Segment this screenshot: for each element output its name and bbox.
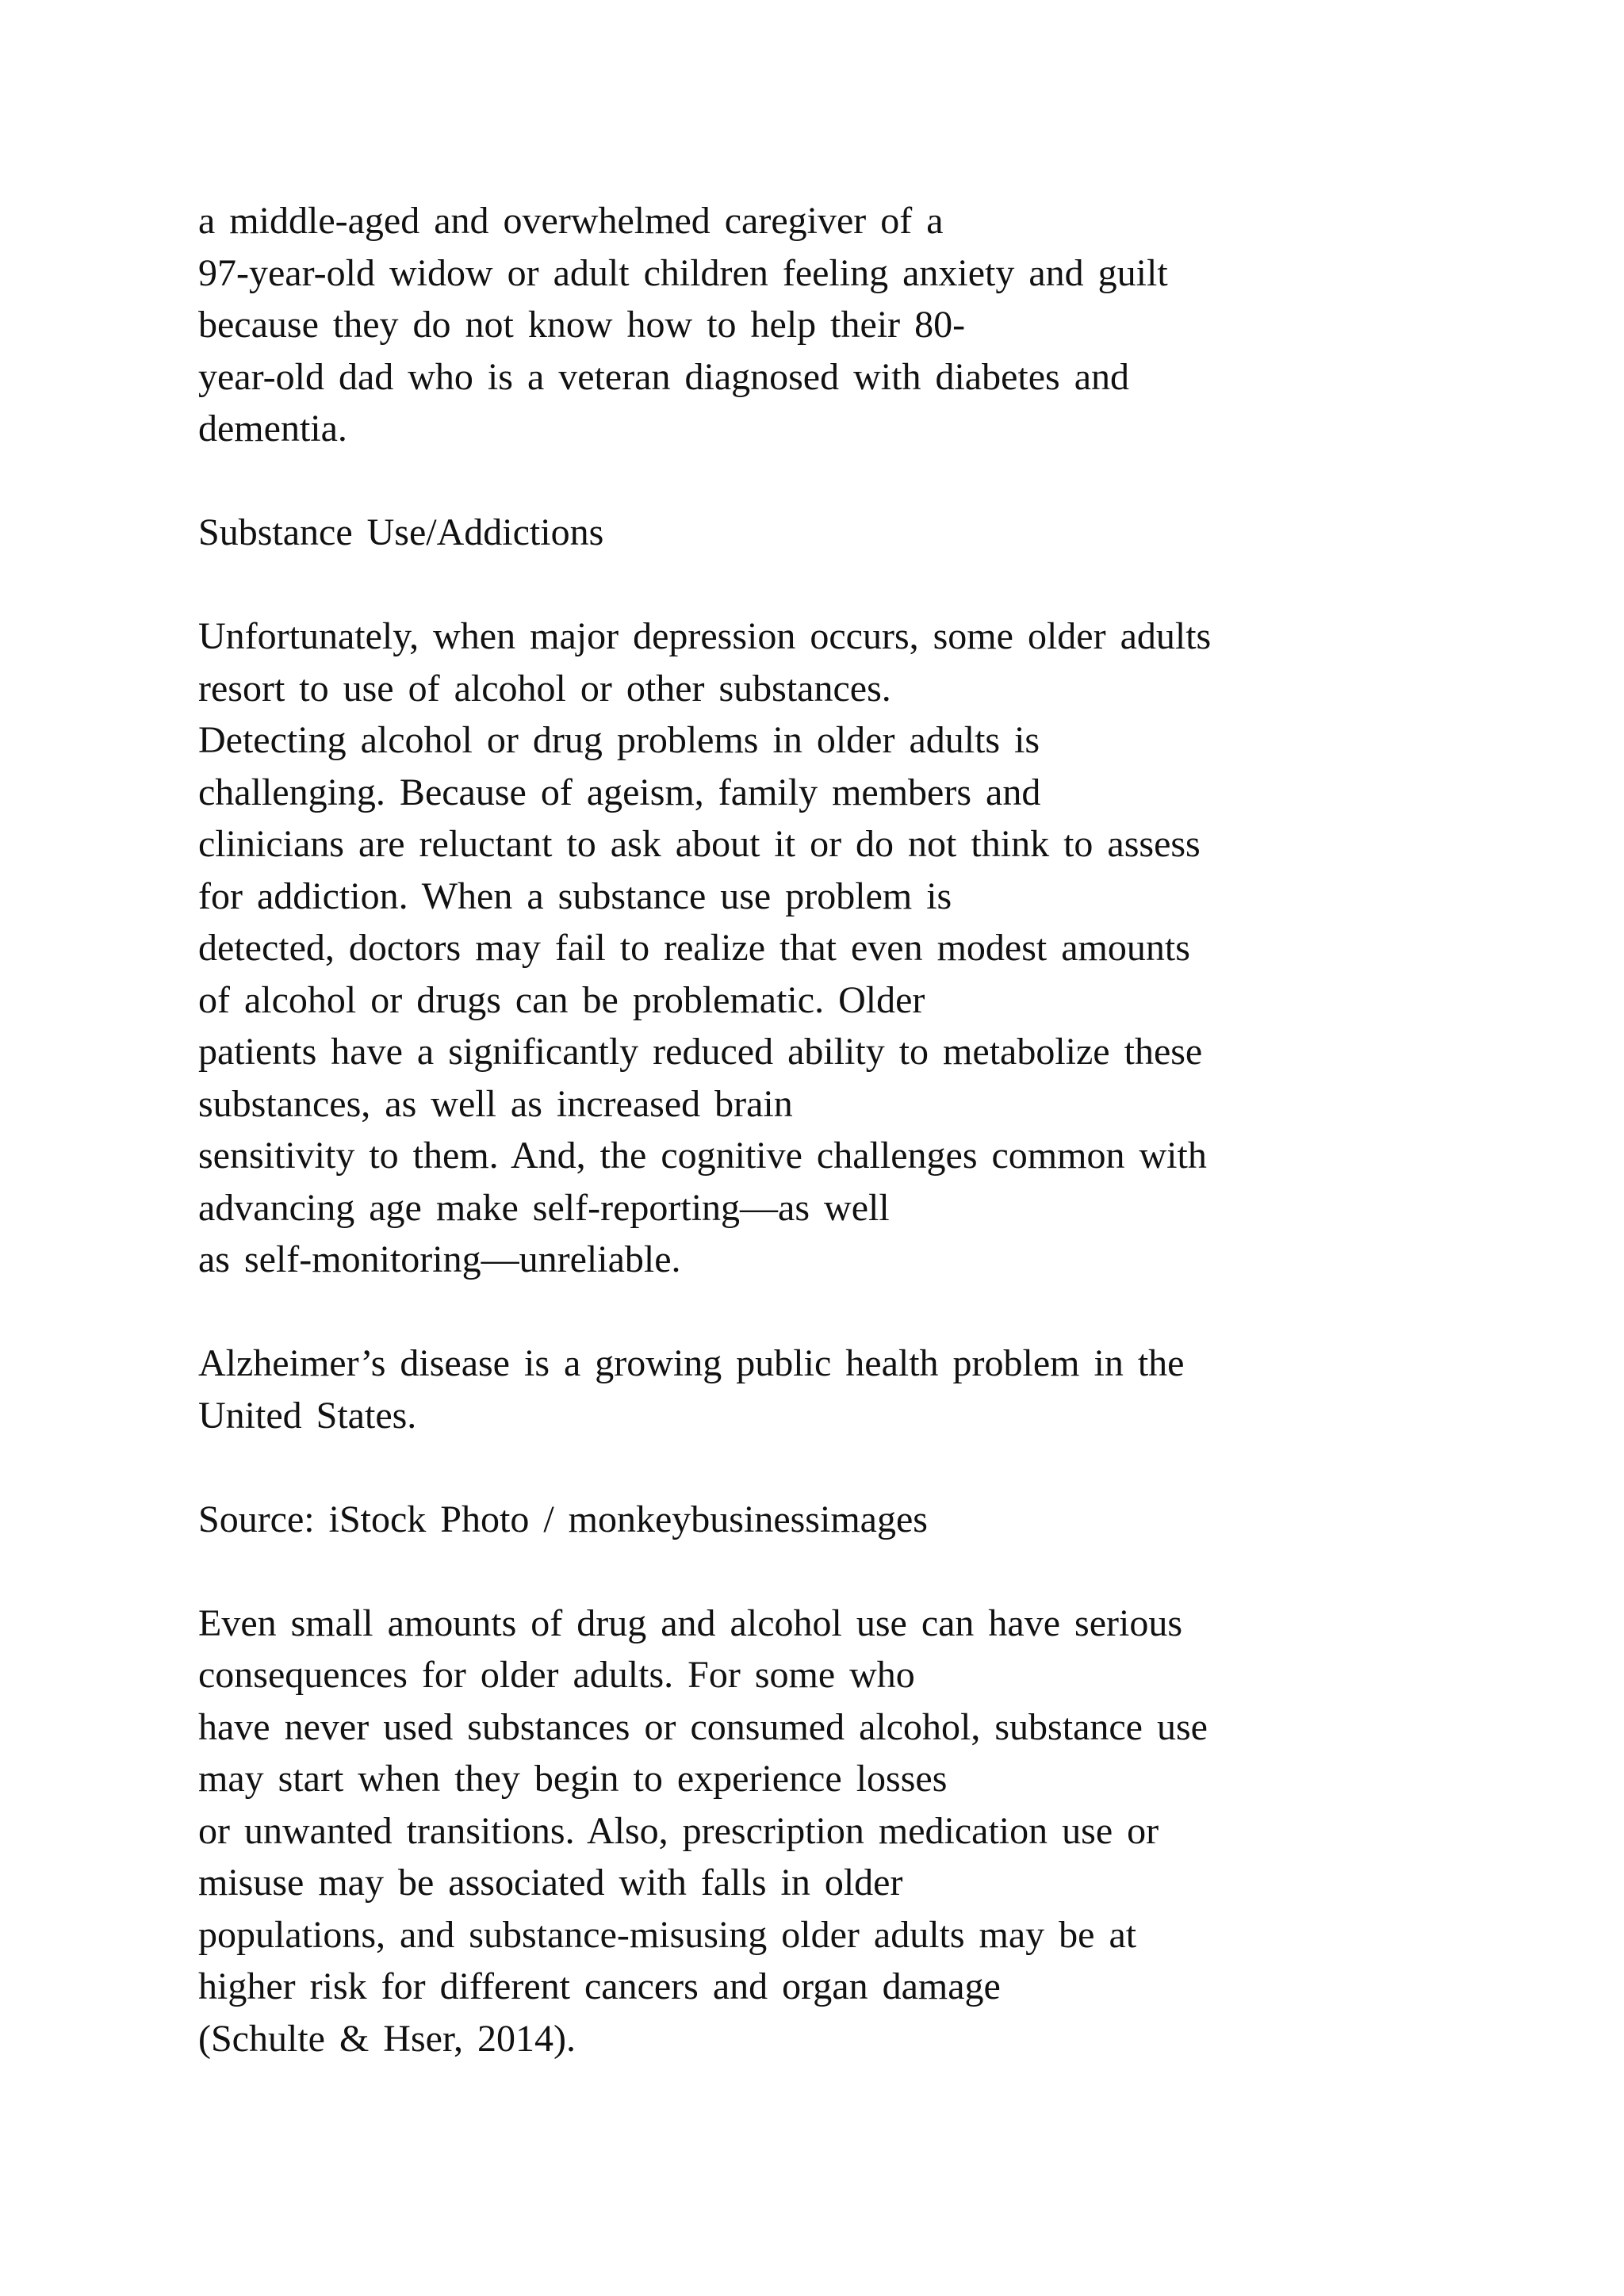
text-line: higher risk for different cancers and organ damage xyxy=(198,1965,1001,2007)
text-line: Source: iStock Photo / monkeybusinessimages xyxy=(198,1498,928,1540)
text-line: as self-monitoring—unreliable. xyxy=(198,1238,681,1280)
text-line: (Schulte & Hser, 2014). xyxy=(198,2017,576,2060)
text-line: or unwanted transitions. Also, prescription medication use or xyxy=(198,1809,1159,1852)
text-line: for addiction. When a substance use problem is xyxy=(198,874,952,917)
paragraph-gap xyxy=(198,1286,1546,1338)
paragraph-depression xyxy=(198,610,1546,1286)
text-line: Detecting alcohol or drug problems in older adults is xyxy=(198,719,1040,761)
text-line: clinicians are reluctant to ask about it or do not think to assess xyxy=(198,823,1201,865)
text-line: substances, as well as increased brain xyxy=(198,1082,793,1125)
text-line: Unfortunately, when major depression occurs, some older adults xyxy=(198,615,1212,657)
text-line: misuse may be associated with falls in older xyxy=(198,1862,903,1904)
text-line: sensitivity to them. And, the cognitive challenges common with xyxy=(198,1135,1207,1177)
paragraph-consequences xyxy=(198,1598,1546,2065)
text-line: populations, and substance-misusing older adults may be at xyxy=(198,1913,1137,1956)
text-line: year-old dad who is a veteran diagnosed with diabetes and xyxy=(198,355,1130,398)
text-line: because they do not know how to help their 80- xyxy=(198,304,966,346)
text-line: may start when they begin to experience losses xyxy=(198,1758,948,1800)
paragraph-gap xyxy=(198,455,1546,507)
text-line: challenging. Because of ageism, family members and xyxy=(198,771,1041,813)
text-line: 97-year-old widow or adult children feeling anxiety and guilt xyxy=(198,251,1168,294)
text-line: United States. xyxy=(198,1394,417,1437)
text-line: dementia. xyxy=(198,408,347,450)
image-source-credit xyxy=(198,1494,1546,1546)
section-heading xyxy=(198,507,1546,559)
document-body xyxy=(198,195,1546,2064)
text-line: Alzheimer’s disease is a growing public health problem in the xyxy=(198,1342,1185,1384)
image-caption xyxy=(198,1337,1546,1441)
text-line: consequences for older adults. For some who xyxy=(198,1654,915,1696)
paragraph-gap xyxy=(198,1545,1546,1598)
text-line: advancing age make self-reporting—as well xyxy=(198,1186,890,1229)
heading-line: Substance Use/Addictions xyxy=(198,511,604,553)
paragraph-caregiver xyxy=(198,195,1546,455)
text-line: patients have a significantly reduced ability to metabolize these xyxy=(198,1031,1203,1073)
paragraph-gap xyxy=(198,559,1546,611)
text-line: of alcohol or drugs can be problematic. Older xyxy=(198,978,925,1021)
text-line: detected, doctors may fail to realize that even modest amounts xyxy=(198,927,1190,969)
text-line: resort to use of alcohol or other substances. xyxy=(198,667,891,710)
text-line: Even small amounts of drug and alcohol use can have serious xyxy=(198,1601,1183,1644)
text-line: have never used substances or consumed alcohol, substance use xyxy=(198,1705,1208,1748)
text-line: a middle-aged and overwhelmed caregiver of a xyxy=(198,200,944,242)
paragraph-gap xyxy=(198,1441,1546,1494)
